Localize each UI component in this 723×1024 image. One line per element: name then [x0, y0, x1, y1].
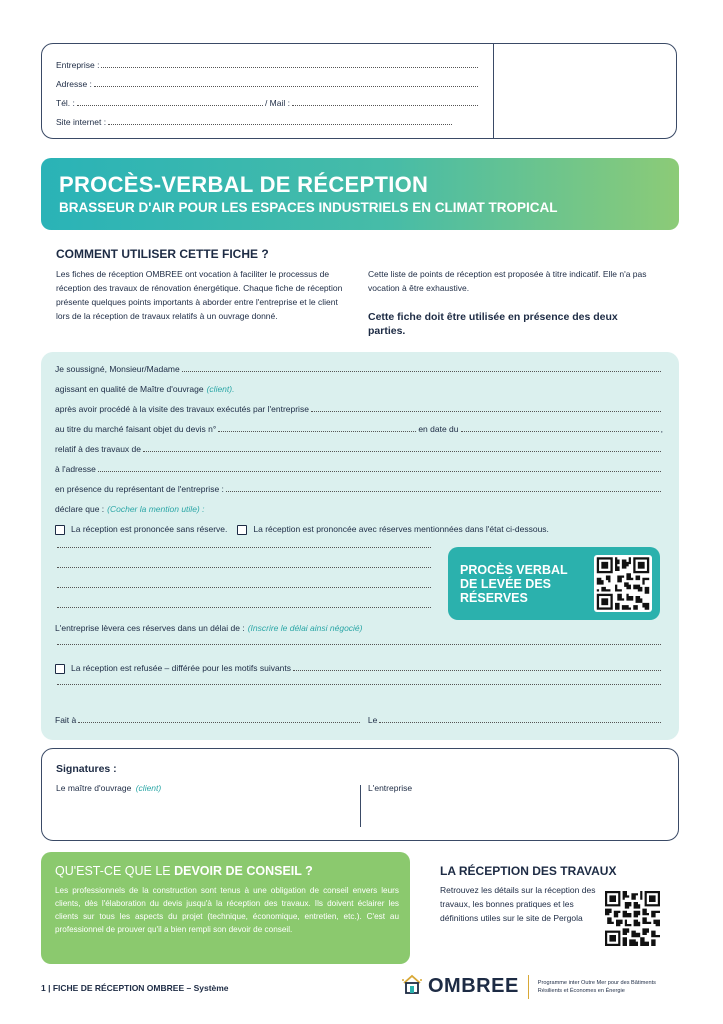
devoir-conseil-text: Les professionnels de la construction sont tenus à une obligation de conseil envers leurs clients, dès l'élaboration du devis jusqu'à la réception des travaux. Ils doivent éclairer les clients sur tous les aspects du projet (technique, économique, entretien, etc.). C'est au professionnel de prouver qu'il a bien rempli son devoir de conseil. [55, 886, 399, 934]
adresse-field[interactable] [56, 79, 480, 90]
logo-separator [528, 975, 529, 999]
tel-mail-field[interactable] [56, 98, 480, 109]
company-signature-label[interactable]: L'entreprise [368, 783, 413, 793]
works-field[interactable] [55, 444, 663, 455]
delay-field[interactable] [55, 643, 663, 648]
date-label: Le [367, 715, 378, 725]
page-title: PROCÈS-VERBAL DE RÉCEPTION [59, 172, 429, 197]
no-reserve-checkbox[interactable] [55, 525, 65, 535]
site-field[interactable] [56, 117, 480, 128]
signatures-title: Signatures : [56, 763, 117, 775]
place-date-field [55, 715, 663, 726]
howto-right-text: Cette liste de points de réception est proposée à titre indicatif. Elle n'a pas vocation à être exhaustive. [368, 269, 647, 293]
reserve-line-1[interactable] [55, 546, 433, 551]
signature-divider [360, 785, 361, 827]
devoir-title-b: DEVOIR DE CONSEIL ? [174, 864, 313, 878]
entreprise-label: Entreprise : [56, 60, 100, 70]
logo-tagline [538, 979, 656, 995]
company-visit-field[interactable] [55, 404, 663, 415]
role-label: agissant en qualité de Maître d'ouvrage [55, 384, 204, 394]
representative-label: en présence du représentant de l'entreprise : [55, 484, 224, 494]
reception-text: Retrouvez les détails sur la réception des travaux, les bonnes pratiques et les définitions utiles sur le site de Pergola [440, 885, 596, 923]
pergola-qr-code-icon[interactable] [605, 891, 660, 946]
logo-wordmark: OMBREE [428, 975, 519, 997]
ombree-logo [400, 972, 656, 1001]
role-client-note: (client). [206, 384, 235, 394]
howto-right-emphasis: Cette fiche doit être utilisée en présence des deux parties. [368, 311, 618, 337]
refusal-line[interactable] [55, 683, 663, 688]
date-input[interactable] [379, 721, 661, 723]
house-icon [400, 972, 424, 1001]
refusal-field [55, 663, 663, 674]
entreprise-field[interactable] [56, 60, 480, 71]
devoir-conseil-title [55, 864, 313, 878]
howto-title: COMMENT UTILISER CETTE FICHE ? [56, 247, 269, 261]
quote-date-label: en date du [418, 424, 459, 434]
with-reserve-checkbox[interactable] [237, 525, 247, 535]
quote-comma: , [660, 424, 663, 434]
declare-label: déclare que : [55, 504, 105, 514]
declare-note: (Cocher la mention utile) : [107, 504, 205, 514]
place-label: Fait à [55, 715, 77, 725]
declare-line [55, 504, 204, 515]
delay-line [55, 623, 363, 634]
adresse-label: Adresse : [56, 79, 92, 89]
company-visit-label: après avoir procédé à la visite des travaux exécutés par l'entreprise [55, 404, 309, 414]
reserve-line-4[interactable] [55, 606, 433, 611]
with-reserve-label: La réception est prononcée avec réserves mentionnées dans l'état ci-dessous. [253, 524, 549, 534]
owner-client-note: (client) [135, 783, 162, 793]
role-line [55, 384, 234, 395]
logo-tagline-2: Résilients et Économes en Énergie [537, 987, 625, 994]
quote-label: au titre du marché faisant objet du devis n° [55, 424, 217, 434]
owner-signature-label[interactable] [56, 783, 161, 793]
reception-form [41, 352, 679, 740]
signatures-box [41, 748, 679, 841]
site-label: Site internet : [56, 117, 107, 127]
representative-field[interactable] [55, 484, 663, 495]
qr-code-icon [594, 555, 652, 612]
signatory-field[interactable] [55, 364, 663, 375]
address-field[interactable] [55, 464, 663, 475]
refusal-checkbox[interactable] [55, 664, 65, 674]
page-subtitle: BRASSEUR D'AIR POUR LES ESPACES INDUSTRIELS EN CLIMAT TROPICAL [59, 200, 558, 215]
delay-label: L'entreprise lèvera ces réserves dans un délai de : [55, 623, 245, 633]
lift-reserves-label: PROCÈS VERBAL DE LEVÉE DES RÉSERVES [460, 563, 568, 605]
place-input[interactable] [78, 721, 360, 723]
quote-field[interactable] [55, 424, 663, 435]
tel-label: Tél. : [56, 98, 75, 108]
company-info-box [41, 43, 677, 139]
delay-note: (Inscrire le délai ainsi négocié) [247, 623, 363, 633]
title-banner [41, 158, 679, 230]
devoir-conseil-box [41, 852, 410, 964]
logo-tagline-1: Programme inter Outre Mer pour des Bâtiments [537, 979, 656, 986]
lift-reserves-button[interactable] [448, 547, 660, 620]
checkbox-row [55, 524, 549, 535]
reception-title: LA RÉCEPTION DES TRAVAUX [440, 864, 617, 878]
mail-label: / Mail : [264, 98, 290, 108]
works-label: relatif à des travaux de [55, 444, 141, 454]
info-box-divider [493, 44, 494, 138]
reserve-line-3[interactable] [55, 586, 433, 591]
devoir-title-a: QU'EST-CE QUE LE [55, 864, 175, 878]
owner-label: Le maître d'ouvrage [56, 783, 132, 793]
footer-page-label: 1 | FICHE DE RÉCEPTION OMBREE – Système [41, 983, 229, 993]
reserve-line-2[interactable] [55, 566, 433, 571]
howto-left-text: Les fiches de réception OMBREE ont vocation à faciliter le processus de réception des travaux de rénovation énergétique. Chaque fiche de réception présente quelques points importants à aborder entre l'entreprise et le client lors de la réception de travaux relatifs à un ouvrage donné. [56, 269, 343, 321]
no-reserve-label: La réception est prononcée sans réserve. [71, 524, 228, 534]
refusal-label: La réception est refusée – différée pour les motifs suivants [71, 663, 292, 673]
address-label: à l'adresse [55, 464, 96, 474]
signatory-label: Je soussigné, Monsieur/Madame [55, 364, 180, 374]
